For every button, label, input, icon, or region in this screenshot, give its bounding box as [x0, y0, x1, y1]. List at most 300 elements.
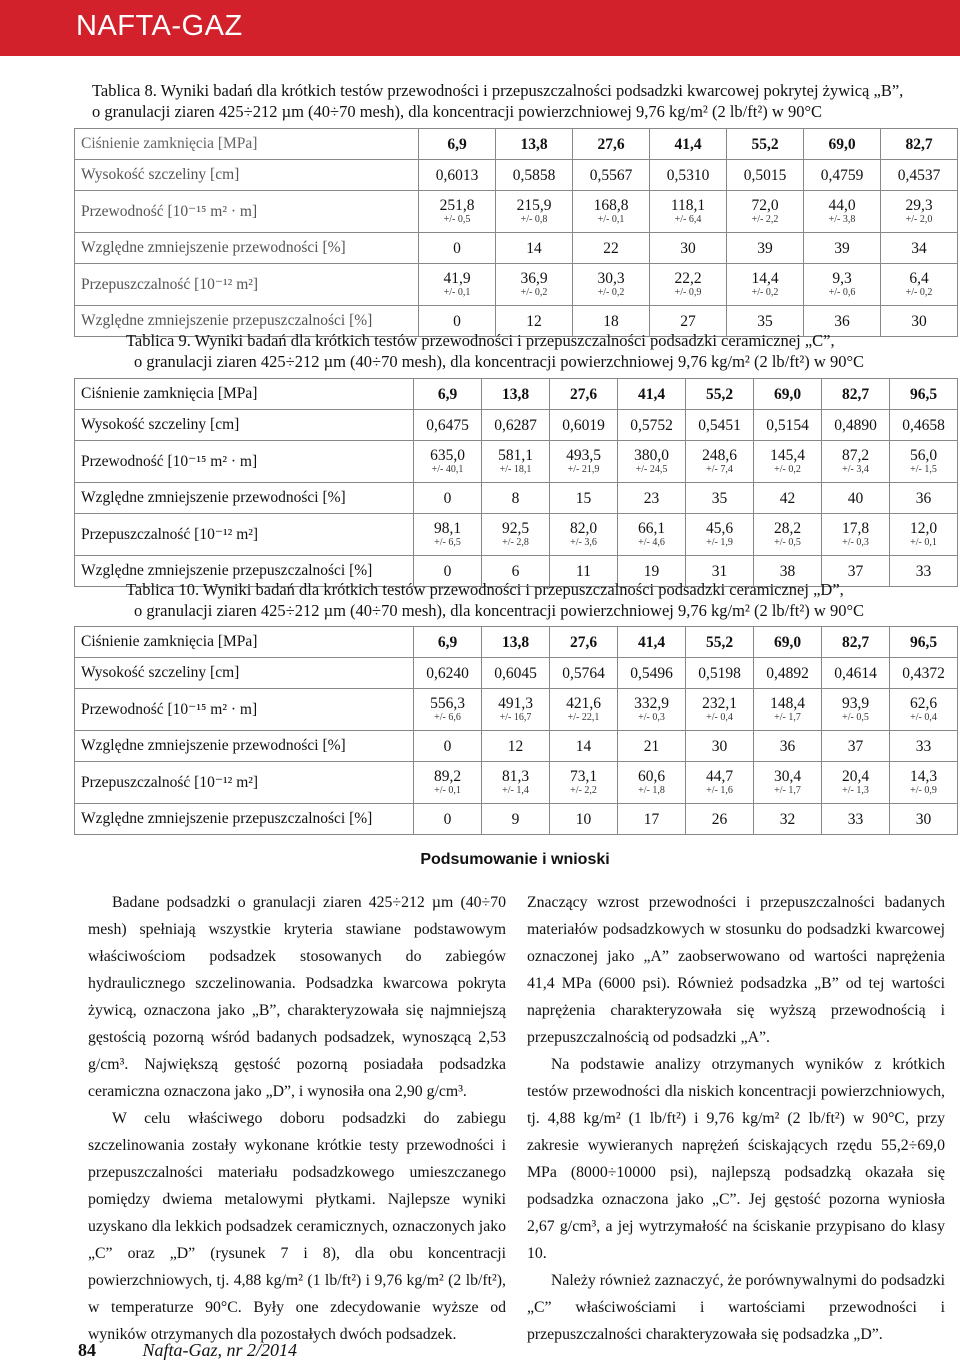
cell-uncertainty: +/- 2,0: [905, 214, 933, 225]
cell-value: 55,2: [705, 385, 734, 403]
table-cell: [618, 762, 686, 804]
journal-brand: NAFTA-GAZ: [76, 10, 243, 42]
cell-value: 0,5310: [666, 166, 710, 184]
cell-value: 10: [575, 810, 592, 828]
cell-uncertainty: +/- 16,7: [499, 712, 532, 723]
cell-value: 0,5015: [743, 166, 787, 184]
table-cell: [890, 762, 958, 804]
table-cell: [618, 731, 686, 762]
table-cell: [482, 762, 550, 804]
cell-value: 9: [511, 810, 520, 828]
table-cell: [822, 410, 890, 441]
table-cell: [881, 129, 958, 160]
row-label: Względne zmniejszenie przepuszczalności [%]: [75, 804, 414, 835]
cell-value: 0,6045: [494, 664, 537, 682]
table-cell: [482, 441, 550, 483]
cell-value: 41,4: [637, 385, 666, 403]
table-cell: [550, 441, 618, 483]
table-cell: [822, 762, 890, 804]
table-cell: [573, 233, 650, 264]
table-cell: [618, 658, 686, 689]
cell-value: 148,4: [770, 695, 805, 712]
table-cell: [414, 762, 482, 804]
cell-value: 0,5764: [562, 664, 605, 682]
table-cell: [727, 264, 804, 306]
cell-value: 145,4: [770, 447, 805, 464]
table-cell: [754, 689, 822, 731]
cell-value: 98,1: [433, 520, 462, 537]
cell-value: 55,2: [751, 135, 779, 153]
cell-value: 0,5858: [512, 166, 556, 184]
table-cell: [754, 441, 822, 483]
table-cell: [727, 191, 804, 233]
cell-uncertainty: +/- 0,2: [520, 287, 548, 298]
cell-value: 96,5: [909, 633, 938, 651]
row-label: Ciśnienie zamknięcia [MPa]: [75, 129, 419, 160]
table-cell: [822, 441, 890, 483]
cell-value: 33: [915, 737, 932, 755]
row-label: Przepuszczalność [10⁻¹² m²]: [75, 762, 414, 804]
cell-value: 39: [757, 239, 773, 257]
table-cell: [890, 689, 958, 731]
cell-uncertainty: +/- 0,5: [443, 214, 471, 225]
table-cell: [618, 514, 686, 556]
cell-value: 27: [680, 312, 696, 330]
table-cell: [754, 731, 822, 762]
table-row: [75, 658, 958, 689]
row-label: Wysokość szczeliny [cm]: [75, 160, 419, 191]
cell-value: 13,8: [501, 385, 530, 403]
cell-value: 6: [511, 562, 520, 580]
cell-value: 215,9: [516, 197, 552, 214]
table-cell: [754, 483, 822, 514]
cell-value: 20,4: [841, 768, 870, 785]
table-cell: [414, 731, 482, 762]
journal-citation: Nafta-Gaz, nr 2/2014: [142, 1340, 298, 1360]
table-cell: [496, 191, 573, 233]
cell-value: 8: [511, 489, 520, 507]
table-cell: [482, 804, 550, 835]
cell-value: 96,5: [909, 385, 938, 403]
table-cell: [414, 441, 482, 483]
cell-uncertainty: +/- 0,8: [520, 214, 548, 225]
table-row: [75, 483, 958, 514]
cell-value: 9,3: [832, 270, 852, 287]
cell-uncertainty: +/- 2,2: [751, 214, 779, 225]
row-label: Przepuszczalność [10⁻¹² m²]: [75, 264, 419, 306]
cell-value: 14,3: [909, 768, 938, 785]
cell-value: 0,6475: [426, 416, 469, 434]
table-cell: [890, 804, 958, 835]
cell-uncertainty: +/- 0,2: [905, 287, 933, 298]
cell-uncertainty: +/- 0,5: [842, 712, 869, 723]
cell-uncertainty: +/- 21,9: [567, 464, 600, 475]
table-cell: [686, 627, 754, 658]
table-cell: [804, 233, 881, 264]
cell-value: 21: [643, 737, 660, 755]
cell-value: 26: [711, 810, 728, 828]
cell-value: 36: [779, 737, 796, 755]
cell-value: 82,7: [841, 385, 870, 403]
row-label: Ciśnienie zamknięcia [MPa]: [75, 627, 414, 658]
table-cell: [550, 514, 618, 556]
table-cell: [550, 731, 618, 762]
table-cell: [482, 731, 550, 762]
page-footer: [78, 1340, 297, 1361]
cell-value: 0,4537: [897, 166, 941, 184]
cell-value: 0,5154: [766, 416, 809, 434]
table-9-caption: [126, 330, 960, 372]
cell-value: 87,2: [841, 447, 870, 464]
cell-value: 34: [911, 239, 927, 257]
table-cell: [496, 160, 573, 191]
table-cell: [618, 483, 686, 514]
table-cell: [804, 191, 881, 233]
cell-value: 556,3: [430, 695, 465, 712]
cell-value: 82,0: [569, 520, 598, 537]
cell-value: 0: [443, 562, 452, 580]
cell-uncertainty: +/- 3,4: [842, 464, 869, 475]
table-cell: [754, 379, 822, 410]
cell-uncertainty: +/- 0,5: [774, 537, 801, 548]
table-cell: [686, 441, 754, 483]
cell-uncertainty: +/- 1,7: [774, 712, 801, 723]
cell-uncertainty: +/- 0,1: [910, 537, 937, 548]
cell-value: 23: [643, 489, 660, 507]
cell-value: 0: [443, 489, 452, 507]
cell-value: 41,4: [637, 633, 666, 651]
table-cell: [686, 804, 754, 835]
cell-value: 12: [526, 312, 542, 330]
caption-line-2: o granulacji ziaren 425÷212 µm (40÷70 mesh), dla koncentracji powierzchniowej 9,76 kg/m² (2 lb/ft²) w 90°C: [134, 601, 865, 620]
cell-value: 0,5567: [589, 166, 633, 184]
cell-value: 332,9: [634, 695, 669, 712]
cell-value: 73,1: [569, 768, 598, 785]
cell-uncertainty: +/- 0,6: [828, 287, 856, 298]
table-row: [75, 410, 958, 441]
cell-value: 35: [757, 312, 773, 330]
table-cell: [573, 160, 650, 191]
cell-value: 82,7: [905, 135, 933, 153]
cell-uncertainty: +/- 0,2: [751, 287, 779, 298]
table-cell: [414, 627, 482, 658]
table-cell: [419, 160, 496, 191]
cell-value: 248,6: [702, 447, 737, 464]
table-cell: [822, 658, 890, 689]
cell-uncertainty: +/- 18,1: [499, 464, 532, 475]
cell-value: 62,6: [909, 695, 938, 712]
cell-value: 31: [711, 562, 728, 580]
cell-uncertainty: +/- 1,9: [706, 537, 733, 548]
table-cell: [686, 514, 754, 556]
paragraph: W celu właściwego doboru podsadzki do zabiegu szczelinowania zostały wykonane krótkie testy przewodności i przepuszczalności materiału podsadzkowego umieszczanego pomiędzy dwiema metalowymi płytkami. Najlepsze wyniki uzyskano dla lekkich podsadzek ceramicznych, oznaczonych jako „C” oraz „D” (rysunek 7 i 8), dla obu koncentracji powierzchniowych, tj. 4,88 kg/m² (1 lb/ft²) i 9,76 kg/m² (2 lb/ft²), w temperaturze 90°C. Były one zdecydowanie wyższe od wyników otrzymanych dla pozostałych dwóch podsadzek.: [88, 1110, 506, 1343]
cell-uncertainty: +/- 1,7: [774, 785, 801, 796]
cell-value: 30,4: [773, 768, 802, 785]
cell-value: 36: [915, 489, 932, 507]
cell-value: 251,8: [439, 197, 475, 214]
cell-value: 0,6019: [562, 416, 605, 434]
cell-value: 6,9: [437, 633, 458, 651]
cell-value: 36: [834, 312, 850, 330]
cell-value: 69,0: [828, 135, 856, 153]
table-row: [75, 160, 958, 191]
table-cell: [754, 627, 822, 658]
table-cell: [754, 804, 822, 835]
cell-value: 0,4890: [834, 416, 877, 434]
cell-value: 0,6287: [494, 416, 537, 434]
table-cell: [414, 804, 482, 835]
table-cell: [419, 233, 496, 264]
row-label: Względne zmniejszenie przepuszczalności [%]: [75, 556, 414, 587]
cell-uncertainty: +/- 6,5: [434, 537, 461, 548]
table-cell: [414, 689, 482, 731]
caption-line-2: o granulacji ziaren 425÷212 µm (40÷70 mesh), dla koncentracji powierzchniowej 9,76 kg/m² (2 lb/ft²) w 90°C: [134, 352, 865, 371]
cell-value: 11: [576, 562, 591, 580]
cell-value: 42: [779, 489, 796, 507]
cell-value: 421,6: [566, 695, 601, 712]
cell-uncertainty: +/- 1,3: [842, 785, 869, 796]
table-cell: [881, 264, 958, 306]
table-cell: [550, 689, 618, 731]
cell-value: 30: [915, 810, 932, 828]
cell-value: 27,6: [569, 385, 598, 403]
cell-value: 22,2: [674, 270, 702, 287]
table-cell: [618, 441, 686, 483]
table-cell: [482, 658, 550, 689]
cell-value: 0,5752: [630, 416, 673, 434]
table-cell: [686, 483, 754, 514]
cell-value: 0,5451: [698, 416, 741, 434]
cell-value: 13,8: [501, 633, 530, 651]
table-cell: [686, 731, 754, 762]
table-cell: [881, 233, 958, 264]
cell-value: 36,9: [520, 270, 548, 287]
cell-value: 41,9: [443, 270, 471, 287]
table-cell: [822, 804, 890, 835]
caption-line-1: Tablica 8. Wyniki badań dla krótkich testów przewodności i przepuszczalności podsadzki kwarcowej pokrytej żywicą „B”,: [92, 81, 904, 100]
table-cell: [754, 762, 822, 804]
cell-value: 33: [915, 562, 932, 580]
section-heading: Podsumowanie i wnioski: [420, 851, 610, 868]
table-cell: [727, 233, 804, 264]
table-cell: [804, 129, 881, 160]
table-row: [75, 441, 958, 483]
cell-value: 0,5496: [630, 664, 673, 682]
row-label: Względne zmniejszenie przewodności [%]: [75, 233, 419, 264]
table-cell: [550, 627, 618, 658]
table-cell: [618, 627, 686, 658]
cell-value: 0,4759: [820, 166, 864, 184]
cell-value: 14: [526, 239, 542, 257]
row-label: Przewodność [10⁻¹⁵ m² · m]: [75, 441, 414, 483]
table-row: [75, 731, 958, 762]
cell-value: 55,2: [705, 633, 734, 651]
table-cell: [482, 689, 550, 731]
table-9: [74, 378, 958, 587]
table-row: [75, 627, 958, 658]
table-row: [75, 514, 958, 556]
cell-uncertainty: +/- 2,8: [502, 537, 529, 548]
cell-value: 28,2: [773, 520, 802, 537]
table-cell: [650, 160, 727, 191]
cell-value: 6,4: [909, 270, 929, 287]
table-cell: [496, 129, 573, 160]
table-cell: [482, 483, 550, 514]
table-cell: [727, 160, 804, 191]
cell-value: 37: [847, 737, 864, 755]
row-label: Wysokość szczeliny [cm]: [75, 658, 414, 689]
table-cell: [822, 379, 890, 410]
table-cell: [482, 410, 550, 441]
masthead-bar: [0, 0, 960, 56]
table-cell: [822, 689, 890, 731]
page-number: 84: [78, 1340, 96, 1360]
cell-value: 35: [711, 489, 728, 507]
cell-value: 30: [911, 312, 927, 330]
cell-value: 0,6240: [426, 664, 469, 682]
table-row: [75, 233, 958, 264]
cell-uncertainty: +/- 0,3: [638, 712, 665, 723]
cell-value: 6,9: [437, 385, 458, 403]
paragraph: Badane podsadzki o granulacji ziaren 425÷212 µm (40÷70 mesh) spełniają wszystkie kryteria stawiane podstawowym właściwościom podsadzek stosowanych do zabiegów hydraulicznego szczelinowania. Podsadzka kwarcowa pokryta żywicą, oznaczona jako „B”, charakteryzowała się najmniejszą gęstością pozorną wśród badanych podsadzek, wynoszącą 2,53 g/cm³. Największą gęstość pozorną posiadała podsadzka ceramiczna oznaczona jako „D”, i wynosiła ona 2,90 g/cm³.: [88, 894, 506, 1100]
caption-line-1: Tablica 10. Wyniki badań dla krótkich testów przewodności i przepuszczalności podsadzki ceramicznej „D”,: [126, 580, 844, 599]
table-10-caption: [126, 579, 960, 621]
cell-value: 45,6: [705, 520, 734, 537]
cell-value: 19: [643, 562, 660, 580]
table-cell: [650, 264, 727, 306]
cell-value: 0: [443, 810, 452, 828]
cell-value: 44,0: [828, 197, 856, 214]
cell-value: 38: [779, 562, 796, 580]
table-8-caption: [92, 80, 928, 122]
row-label: Względne zmniejszenie przewodności [%]: [75, 483, 414, 514]
row-label: Przewodność [10⁻¹⁵ m² · m]: [75, 689, 414, 731]
table-cell: [414, 658, 482, 689]
cell-value: 0,4372: [902, 664, 945, 682]
cell-value: 380,0: [634, 447, 669, 464]
cell-value: 60,6: [637, 768, 666, 785]
cell-uncertainty: +/- 0,3: [842, 537, 869, 548]
cell-value: 635,0: [430, 447, 465, 464]
paragraph: Znaczący wzrost przewodności i przepuszczalności badanych materiałów podsadzkowych w stosunku do podsadzki kwarcowej oznaczonej jako „A” zaobserwowano od wartości naprężenia 41,4 MPa (6000 psi). Również podsadzka „B” od tej wartości naprężenia charakteryzowała się wyższą przewodnością i przepuszczalnością od podsadzki „A”.: [527, 894, 945, 1046]
row-label: Przepuszczalność [10⁻¹² m²]: [75, 514, 414, 556]
table-cell: [573, 129, 650, 160]
table-cell: [414, 514, 482, 556]
table-8: [74, 128, 958, 337]
table-cell: [881, 191, 958, 233]
cell-value: 232,1: [702, 695, 737, 712]
cell-value: 82,7: [841, 633, 870, 651]
cell-value: 32: [779, 810, 796, 828]
row-label: Przewodność [10⁻¹⁵ m² · m]: [75, 191, 419, 233]
table-cell: [550, 804, 618, 835]
table-cell: [550, 658, 618, 689]
cell-value: 37: [847, 562, 864, 580]
cell-value: 30: [680, 239, 696, 257]
cell-value: 39: [834, 239, 850, 257]
cell-value: 66,1: [637, 520, 666, 537]
cell-value: 0,5198: [698, 664, 741, 682]
table-cell: [686, 410, 754, 441]
table-row: [75, 264, 958, 306]
cell-value: 0,6013: [435, 166, 479, 184]
cell-value: 30,3: [597, 270, 625, 287]
cell-value: 29,3: [905, 197, 933, 214]
cell-uncertainty: +/- 0,9: [910, 785, 937, 796]
table-cell: [618, 410, 686, 441]
cell-value: 27,6: [569, 633, 598, 651]
table-cell: [890, 514, 958, 556]
cell-value: 14,4: [751, 270, 779, 287]
cell-uncertainty: +/- 1,4: [502, 785, 529, 796]
table-cell: [419, 129, 496, 160]
table-cell: [822, 731, 890, 762]
table-cell: [754, 514, 822, 556]
cell-uncertainty: +/- 0,1: [597, 214, 625, 225]
table-cell: [618, 379, 686, 410]
table-row: [75, 689, 958, 731]
cell-value: 0,4892: [766, 664, 809, 682]
cell-value: 0,4658: [902, 416, 945, 434]
cell-uncertainty: +/- 0,9: [674, 287, 702, 298]
cell-value: 17: [643, 810, 660, 828]
table-cell: [482, 514, 550, 556]
cell-uncertainty: +/- 24,5: [635, 464, 668, 475]
cell-value: 0,4614: [834, 664, 877, 682]
cell-value: 12,0: [909, 520, 938, 537]
cell-value: 81,3: [501, 768, 530, 785]
table-cell: [754, 658, 822, 689]
table-cell: [496, 233, 573, 264]
cell-uncertainty: +/- 4,6: [638, 537, 665, 548]
table-cell: [573, 191, 650, 233]
cell-value: 69,0: [773, 633, 802, 651]
table-cell: [618, 804, 686, 835]
cell-value: 17,8: [841, 520, 870, 537]
table-cell: [573, 264, 650, 306]
table-cell: [482, 379, 550, 410]
cell-value: 18: [603, 312, 619, 330]
cell-value: 72,0: [751, 197, 779, 214]
table-cell: [550, 379, 618, 410]
cell-value: 0: [443, 737, 452, 755]
table-row: [75, 379, 958, 410]
table-cell: [686, 689, 754, 731]
table-cell: [804, 160, 881, 191]
table-cell: [890, 410, 958, 441]
table-cell: [890, 627, 958, 658]
table-cell: [890, 379, 958, 410]
cell-uncertainty: +/- 22,1: [567, 712, 600, 723]
paragraph: Na podstawie analizy otrzymanych wyników z krótkich testów przewodności dla niskich koncentracji powierzchniowych, tj. 4,88 kg/m² (1 lb/ft²) i 9,76 kg/m² (2 lb/ft²) w 90°C, przy zakresie wywieranych naprężeń ściskających rzędu 55,2÷69,0 MPa (8000÷10000 psi), najlepszą podsadzką okazała się podsadzka oznaczona jako „C”. Jej gęstość pozorna wyniosła 2,67 g/cm³, a jej wytrzymałość na ściskanie przypisano do klasy 10.: [527, 1056, 945, 1262]
row-label: Względne zmniejszenie przewodności [%]: [75, 731, 414, 762]
table-cell: [890, 483, 958, 514]
table-cell: [414, 379, 482, 410]
cell-value: 581,1: [498, 447, 533, 464]
cell-uncertainty: +/- 6,6: [434, 712, 461, 723]
table-cell: [727, 129, 804, 160]
left-column: [88, 889, 506, 1348]
cell-value: 33: [847, 810, 864, 828]
cell-uncertainty: +/- 3,8: [828, 214, 856, 225]
table-cell: [822, 627, 890, 658]
table-cell: [804, 264, 881, 306]
cell-value: 491,3: [498, 695, 533, 712]
cell-value: 44,7: [705, 768, 734, 785]
cell-value: 493,5: [566, 447, 601, 464]
table-cell: [650, 191, 727, 233]
table-row: [75, 191, 958, 233]
